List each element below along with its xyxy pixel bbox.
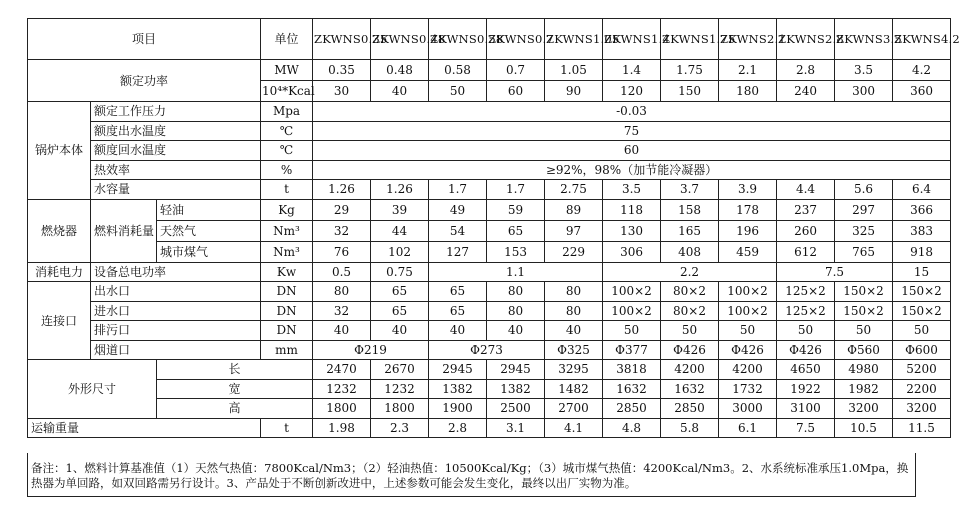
- value-cell: 65: [487, 220, 545, 241]
- value-cell: 240: [777, 81, 835, 102]
- boiler-spec-table: [27, 18, 960, 438]
- value-cell: 1982: [835, 379, 893, 399]
- value-cell: 5.8: [661, 418, 719, 438]
- value-cell: 325: [835, 220, 893, 241]
- value-cell: 50: [603, 321, 661, 341]
- connection-flue-row: [28, 340, 951, 360]
- value-cell: 1232: [313, 379, 371, 399]
- header-unit: 单位: [261, 19, 313, 60]
- value-cell: 0.58: [429, 60, 487, 81]
- value-cell: Φ426: [777, 340, 835, 360]
- value-cell: 2.8: [777, 60, 835, 81]
- header-model: ZKWNS1.75: [661, 19, 719, 60]
- value-cell: 80: [313, 282, 371, 302]
- value-cell: 1.26: [313, 180, 371, 200]
- value-cell: 125×2: [777, 282, 835, 302]
- value-cell: 90: [545, 81, 603, 102]
- value-cell: 165: [661, 220, 719, 241]
- unit-cell: mm: [261, 340, 313, 360]
- value-cell: 918: [893, 241, 951, 262]
- value-cell: 125×2: [777, 301, 835, 321]
- value-cell: 50: [777, 321, 835, 341]
- value-cell: 40: [429, 321, 487, 341]
- value-cell: 1482: [545, 379, 603, 399]
- value-cell: Φ325: [545, 340, 603, 360]
- value-cell: 7.5: [777, 418, 835, 438]
- value-cell: 10.5: [835, 418, 893, 438]
- value-cell: 1632: [661, 379, 719, 399]
- value-cell: 366: [893, 199, 951, 220]
- value-cell: 459: [719, 241, 777, 262]
- header-model: ZKWNS0.58: [429, 19, 487, 60]
- value-cell: 11.5: [893, 418, 951, 438]
- connection-outlet-row: [28, 282, 951, 302]
- value-cell: 2850: [661, 399, 719, 419]
- value-cell: 80: [487, 282, 545, 302]
- value-cell: 2.2: [603, 262, 777, 282]
- value-cell: 120: [603, 81, 661, 102]
- value-cell: 2700: [545, 399, 603, 419]
- value-cell: 65: [429, 282, 487, 302]
- value-cell: 2670: [371, 360, 429, 380]
- value-cell: 6.1: [719, 418, 777, 438]
- value-cell: 4980: [835, 360, 893, 380]
- unit-cell: DN: [261, 301, 313, 321]
- value-cell: 383: [893, 220, 951, 241]
- value-cell: 15: [893, 262, 951, 282]
- value-cell: 65: [371, 282, 429, 302]
- value-cell: Φ426: [661, 340, 719, 360]
- header-model: ZKWNS0.7: [487, 19, 545, 60]
- value-cell: 3.7: [661, 180, 719, 200]
- value-cell: 1.7: [429, 180, 487, 200]
- value-cell: 0.75: [371, 262, 429, 282]
- value-cell: 44: [371, 220, 429, 241]
- value-cell: 3000: [719, 399, 777, 419]
- header-model: ZKWNS2.8: [777, 19, 835, 60]
- value-cell: 54: [429, 220, 487, 241]
- value-cell: 4200: [719, 360, 777, 380]
- value-cell: 7.5: [777, 262, 893, 282]
- dimension-label: 长: [157, 360, 313, 380]
- value-cell: Φ219: [313, 340, 429, 360]
- value-cell: 6.4: [893, 180, 951, 200]
- value-cell: 765: [835, 241, 893, 262]
- unit-cell: Nm³: [261, 220, 313, 241]
- unit-cell: ℃: [261, 141, 313, 161]
- value-cell: 612: [777, 241, 835, 262]
- value-cell: 0.35: [313, 60, 371, 81]
- value-cell: Φ426: [719, 340, 777, 360]
- value-cell: 300: [835, 81, 893, 102]
- value-cell: 4.2: [893, 60, 951, 81]
- unit-cell: ℃: [261, 121, 313, 141]
- value-cell: 50: [429, 81, 487, 102]
- value-cell: 196: [719, 220, 777, 241]
- header-row: [28, 19, 951, 60]
- weight-label: 运输重量: [28, 418, 261, 438]
- value-cell: 1.05: [545, 60, 603, 81]
- value-cell: 29: [313, 199, 371, 220]
- value-cell: 89: [545, 199, 603, 220]
- boiler-outlet-temp-row: [28, 121, 951, 141]
- value-cell: 2500: [487, 399, 545, 419]
- value-cell: 3.1: [487, 418, 545, 438]
- value-cell: 80×2: [661, 282, 719, 302]
- power-row: [28, 262, 951, 282]
- value-cell: 49: [429, 199, 487, 220]
- header-model: ZKWNS1.05: [545, 19, 603, 60]
- value-cell: 150×2: [893, 282, 951, 302]
- value-cell: 0.48: [371, 60, 429, 81]
- value-cell: 100×2: [603, 301, 661, 321]
- value-cell: 40: [313, 321, 371, 341]
- boiler-body-label: 锅炉本体: [28, 102, 91, 200]
- value-cell: 3295: [545, 360, 603, 380]
- value-cell: 297: [835, 199, 893, 220]
- value-cell: 1.98: [313, 418, 371, 438]
- value-cell: Φ600: [893, 340, 951, 360]
- connections-label: 连接口: [28, 282, 91, 360]
- value-cell: Φ560: [835, 340, 893, 360]
- fuel-label: 轻油: [157, 199, 261, 220]
- header-model: ZKWNS2.1: [719, 19, 777, 60]
- value-cell: 1382: [429, 379, 487, 399]
- value-cell: 3200: [835, 399, 893, 419]
- value-cell: 1922: [777, 379, 835, 399]
- burner-label: 燃烧器: [28, 199, 91, 262]
- value-cell: 100×2: [719, 301, 777, 321]
- dimension-width-row: [28, 379, 951, 399]
- value-cell: 1232: [371, 379, 429, 399]
- value-cell: Φ377: [603, 340, 661, 360]
- value-cell: 2850: [603, 399, 661, 419]
- value-cell: 118: [603, 199, 661, 220]
- value-cell: 1.75: [661, 60, 719, 81]
- value-cell: 30: [313, 81, 371, 102]
- value-cell: 3.5: [835, 60, 893, 81]
- value-cell: 102: [371, 241, 429, 262]
- value-cell: 3.9: [719, 180, 777, 200]
- value-cell: 130: [603, 220, 661, 241]
- dimensions-label: 外形尺寸: [28, 360, 157, 419]
- value-cell: 1800: [371, 399, 429, 419]
- value-cell: 3.5: [603, 180, 661, 200]
- connection-drain-row: [28, 321, 951, 341]
- value-cell: 2470: [313, 360, 371, 380]
- value-cell: 65: [429, 301, 487, 321]
- value-cell: 75: [313, 121, 951, 141]
- value-cell: 150×2: [835, 282, 893, 302]
- unit-cell: t: [261, 418, 313, 438]
- value-cell: 2.75: [545, 180, 603, 200]
- burner-natural-gas-row: [28, 220, 951, 241]
- value-cell: 2.3: [371, 418, 429, 438]
- dimension-length-row: [28, 360, 951, 380]
- value-cell: 40: [545, 321, 603, 341]
- header-model: ZKWNS1.4: [603, 19, 661, 60]
- boiler-efficiency-row: [28, 160, 951, 180]
- value-cell: 127: [429, 241, 487, 262]
- value-cell: 158: [661, 199, 719, 220]
- value-cell: 1382: [487, 379, 545, 399]
- dimension-label: 高: [157, 399, 313, 419]
- value-cell: 40: [487, 321, 545, 341]
- value-cell: 100×2: [603, 282, 661, 302]
- value-cell: 153: [487, 241, 545, 262]
- value-cell: 80: [545, 282, 603, 302]
- value-cell: 4200: [661, 360, 719, 380]
- row-label: 出水口: [91, 282, 261, 302]
- unit-cell: Mpa: [261, 102, 313, 122]
- value-cell: 40: [371, 81, 429, 102]
- value-cell: 0.7: [487, 60, 545, 81]
- connection-inlet-row: [28, 301, 951, 321]
- value-cell: 5200: [893, 360, 951, 380]
- row-label: 热效率: [91, 160, 261, 180]
- burner-light-oil-row: [28, 199, 951, 220]
- burner-city-gas-row: [28, 241, 951, 262]
- row-label: 进水口: [91, 301, 261, 321]
- value-cell: 260: [777, 220, 835, 241]
- value-cell: 178: [719, 199, 777, 220]
- value-cell: 1.1: [429, 262, 603, 282]
- unit-cell: Nm³: [261, 241, 313, 262]
- row-label: 额度出水温度: [91, 121, 261, 141]
- value-cell: 80×2: [661, 301, 719, 321]
- table-body: [28, 19, 960, 438]
- power-label: 消耗电力: [28, 262, 91, 282]
- value-cell: 1900: [429, 399, 487, 419]
- boiler-pressure-row: [28, 102, 951, 122]
- value-cell: 150: [661, 81, 719, 102]
- unit-cell: 10⁴*Kcal: [261, 81, 313, 102]
- value-cell: 229: [545, 241, 603, 262]
- value-cell: 50: [719, 321, 777, 341]
- value-cell: 3200: [893, 399, 951, 419]
- boiler-water-capacity-row: [28, 180, 951, 200]
- value-cell: 237: [777, 199, 835, 220]
- row-label: 额定工作压力: [91, 102, 261, 122]
- row-label: 排污口: [91, 321, 261, 341]
- header-item: 项目: [28, 19, 261, 60]
- value-cell: 3100: [777, 399, 835, 419]
- value-cell: 50: [835, 321, 893, 341]
- unit-cell: t: [261, 180, 313, 200]
- value-cell: 80: [545, 301, 603, 321]
- dimension-label: 宽: [157, 379, 313, 399]
- value-cell: 4.8: [603, 418, 661, 438]
- value-cell: 1732: [719, 379, 777, 399]
- value-cell: 5.6: [835, 180, 893, 200]
- value-cell: 1632: [603, 379, 661, 399]
- value-cell: 4.4: [777, 180, 835, 200]
- value-cell: 76: [313, 241, 371, 262]
- rated-power-label: 额定功率: [28, 60, 261, 102]
- value-cell: 97: [545, 220, 603, 241]
- value-cell: 2945: [487, 360, 545, 380]
- header-model: ZKWNS4.2: [893, 19, 951, 60]
- unit-cell: DN: [261, 321, 313, 341]
- value-cell: 65: [371, 301, 429, 321]
- value-cell: 2.8: [429, 418, 487, 438]
- value-cell: 4.1: [545, 418, 603, 438]
- row-label: 额度回水温度: [91, 141, 261, 161]
- value-cell: 50: [893, 321, 951, 341]
- value-cell: 2200: [893, 379, 951, 399]
- fuel-label: 城市煤气: [157, 241, 261, 262]
- value-cell: 60: [487, 81, 545, 102]
- value-cell: 39: [371, 199, 429, 220]
- value-cell: 150×2: [893, 301, 951, 321]
- value-cell: 2.1: [719, 60, 777, 81]
- value-cell: 2945: [429, 360, 487, 380]
- value-cell: 1800: [313, 399, 371, 419]
- weight-row: [28, 418, 951, 438]
- value-cell: 100×2: [719, 282, 777, 302]
- value-cell: -0.03: [313, 102, 951, 122]
- fuel-consumption-label: 燃料消耗量: [91, 199, 157, 262]
- value-cell: 59: [487, 199, 545, 220]
- row-label: 烟道口: [91, 340, 261, 360]
- value-cell: 4650: [777, 360, 835, 380]
- rated-power-mw-row: [28, 60, 951, 81]
- row-label: 设备总电功率: [91, 262, 261, 282]
- value-cell: 306: [603, 241, 661, 262]
- value-cell: 0.5: [313, 262, 371, 282]
- value-cell: 32: [313, 220, 371, 241]
- unit-cell: MW: [261, 60, 313, 81]
- fuel-label: 天然气: [157, 220, 261, 241]
- header-model: ZKWNS0.48: [371, 19, 429, 60]
- value-cell: 60: [313, 141, 951, 161]
- unit-cell: Kg: [261, 199, 313, 220]
- value-cell: ≥92%，98%（加节能冷凝器）: [313, 160, 951, 180]
- header-model: ZKWNS3.5: [835, 19, 893, 60]
- value-cell: 408: [661, 241, 719, 262]
- header-model: ZKWNS0.35: [313, 19, 371, 60]
- value-cell: 360: [893, 81, 951, 102]
- value-cell: 32: [313, 301, 371, 321]
- unit-cell: Kw: [261, 262, 313, 282]
- value-cell: 1.7: [487, 180, 545, 200]
- value-cell: Φ273: [429, 340, 545, 360]
- value-cell: 1.4: [603, 60, 661, 81]
- boiler-return-temp-row: [28, 141, 951, 161]
- value-cell: 50: [661, 321, 719, 341]
- value-cell: 3818: [603, 360, 661, 380]
- unit-cell: %: [261, 160, 313, 180]
- value-cell: 40: [371, 321, 429, 341]
- dimension-height-row: [28, 399, 951, 419]
- value-cell: 180: [719, 81, 777, 102]
- row-label: 水容量: [91, 180, 261, 200]
- footnote: 备注：1、燃料计算基准值（1）天然气热值：7800Kcal/Nm3；（2）轻油热值：10500Kcal/Kg；（3）城市煤气热值：4200Kcal/Nm3。2、水系统标准承压1.0Mpa，换热器为单回路，如双回路需另行设计。3、产品处于不断创新改进中，上述参数可能会发生变化，最终以出厂实物为准。: [27, 453, 916, 497]
- value-cell: 150×2: [835, 301, 893, 321]
- unit-cell: DN: [261, 282, 313, 302]
- value-cell: 80: [487, 301, 545, 321]
- value-cell: 1.26: [371, 180, 429, 200]
